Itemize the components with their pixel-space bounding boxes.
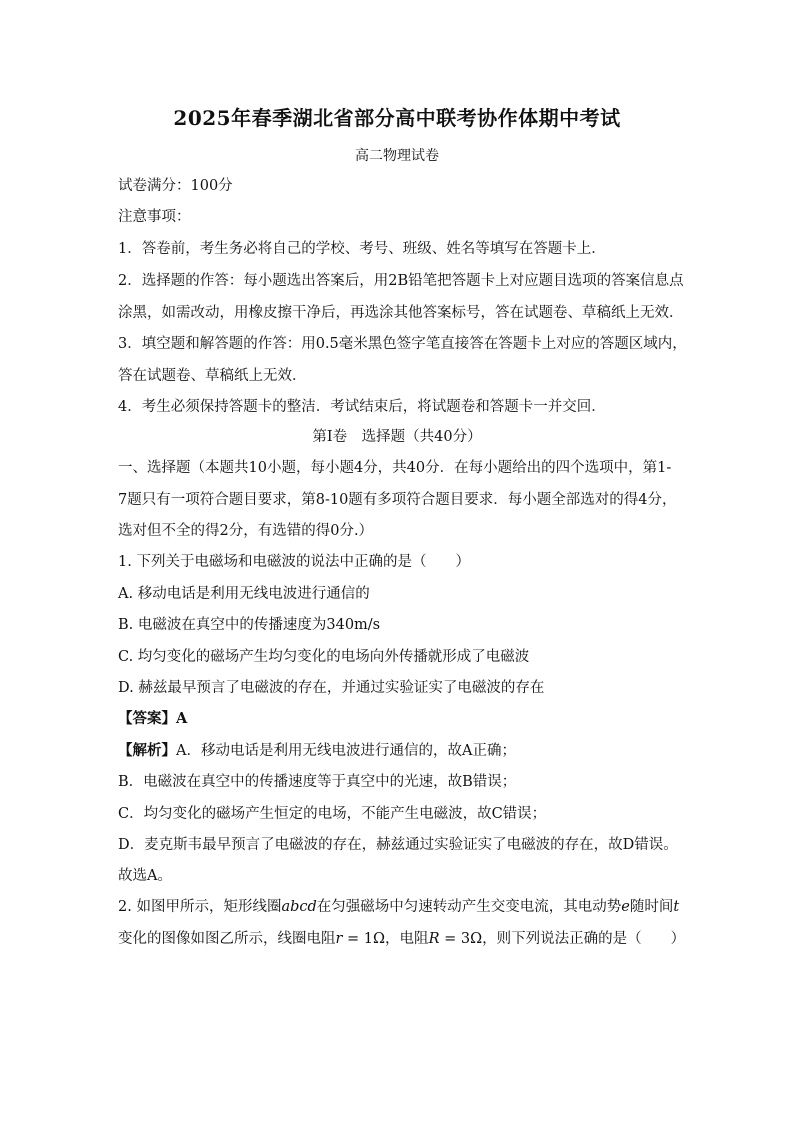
- q2-text: 2. 如图甲所示，矩形线圈: [118, 899, 282, 915]
- question-1-stem: 1. 下列关于电磁场和电磁波的说法中正确的是（ ）: [118, 554, 470, 570]
- q2-text: 随时间: [629, 899, 674, 915]
- notice-item: 答在试题卷、草稿纸上无效．: [118, 368, 307, 384]
- q2-text: = 1Ω，电阻: [342, 931, 429, 947]
- question-1-option-c: C. 均匀变化的磁场产生均匀变化的电场向外传播就形成了电磁波: [118, 649, 530, 665]
- question-1-option-b: B. 电磁波在真空中的传播速度为340m/s: [118, 617, 381, 633]
- notice-item: 2．选择题的作答：每小题选出答案后，用2B铅笔把答题卡上对应题目选项的答案信息点: [118, 273, 684, 289]
- analysis-label: 【解析】: [118, 742, 176, 759]
- q2-var-abcd: abcd: [281, 899, 317, 915]
- question-1-option-a: A. 移动电话是利用无线电波进行通信的: [118, 586, 370, 602]
- question-1-option-d: D. 赫兹最早预言了电磁波的存在，并通过实验证实了电磁波的存在: [118, 680, 545, 696]
- q2-var-e: e: [621, 899, 630, 915]
- q2-text: = 3Ω，则下列说法正确的是（ ）: [439, 931, 686, 947]
- question-1-answer: [118, 709, 678, 729]
- full-score: 试卷满分：100分: [118, 178, 233, 194]
- answer-value: A: [176, 710, 188, 727]
- q2-var-t: t: [673, 899, 680, 915]
- exam-title: 2025年春季湖北省部分高中联考协作体期中考试: [173, 106, 621, 130]
- exam-subtitle: 高二物理试卷: [355, 148, 439, 164]
- section-intro-line: 一、选择题（本题共10小题，每小题4分，共40分．在每小题给出的四个选项中，第1-: [118, 460, 672, 476]
- analysis-text: A．移动电话是利用无线电波进行通信的，故A正确；: [176, 743, 516, 759]
- notice-item: 涂黑，如需改动，用橡皮擦干净后，再选涂其他答案标号，答在试题卷、草稿纸上无效．: [118, 305, 684, 321]
- section-intro-line: 7题只有一项符合题目要求，第8-10题有多项符合题目要求．每小题全部选对的得4分，: [118, 492, 677, 508]
- question-1-analysis: [118, 741, 678, 761]
- analysis-line: B．电磁波在真空中的传播速度等于真空中的光速，故B错误；: [118, 774, 517, 790]
- q2-var-R: R: [428, 931, 440, 947]
- q2-var-r: r: [335, 931, 343, 947]
- section-intro-line: 选对但不全的得2分，有选错的得0分.）: [118, 523, 374, 539]
- analysis-line: D．麦克斯韦最早预言了电磁波的存在，赫兹通过实验证实了电磁波的存在，故D错误。: [118, 837, 678, 853]
- notice-item: 4．考生必须保持答题卡的整洁．考试结束后，将试题卷和答题卡一并交回．: [118, 399, 606, 415]
- section-heading: 第Ⅰ卷 选择题（共40分）: [312, 429, 482, 445]
- notice-heading: 注意事项：: [118, 209, 191, 225]
- notice-item: 1．答卷前，考生务必将自己的学校、考号、班级、姓名等填写在答题卡上．: [118, 241, 606, 257]
- analysis-line: 故选A。: [118, 868, 172, 884]
- q2-text: 变化的图像如图乙所示，线圈电阻: [118, 931, 336, 947]
- answer-label: 【答案】: [118, 710, 176, 727]
- question-2-stem-line1: [118, 897, 678, 917]
- analysis-line: C．均匀变化的磁场产生恒定的电场，不能产生电磁波，故C错误；: [118, 806, 547, 822]
- notice-item: 3．填空题和解答题的作答：用0.5毫米黑色签字笔直接答在答题卡上对应的答题区域内，: [118, 336, 687, 352]
- question-2-stem-line2: [118, 929, 686, 949]
- q2-text: 在匀强磁场中匀速转动产生交变电流，其电动势: [316, 899, 622, 915]
